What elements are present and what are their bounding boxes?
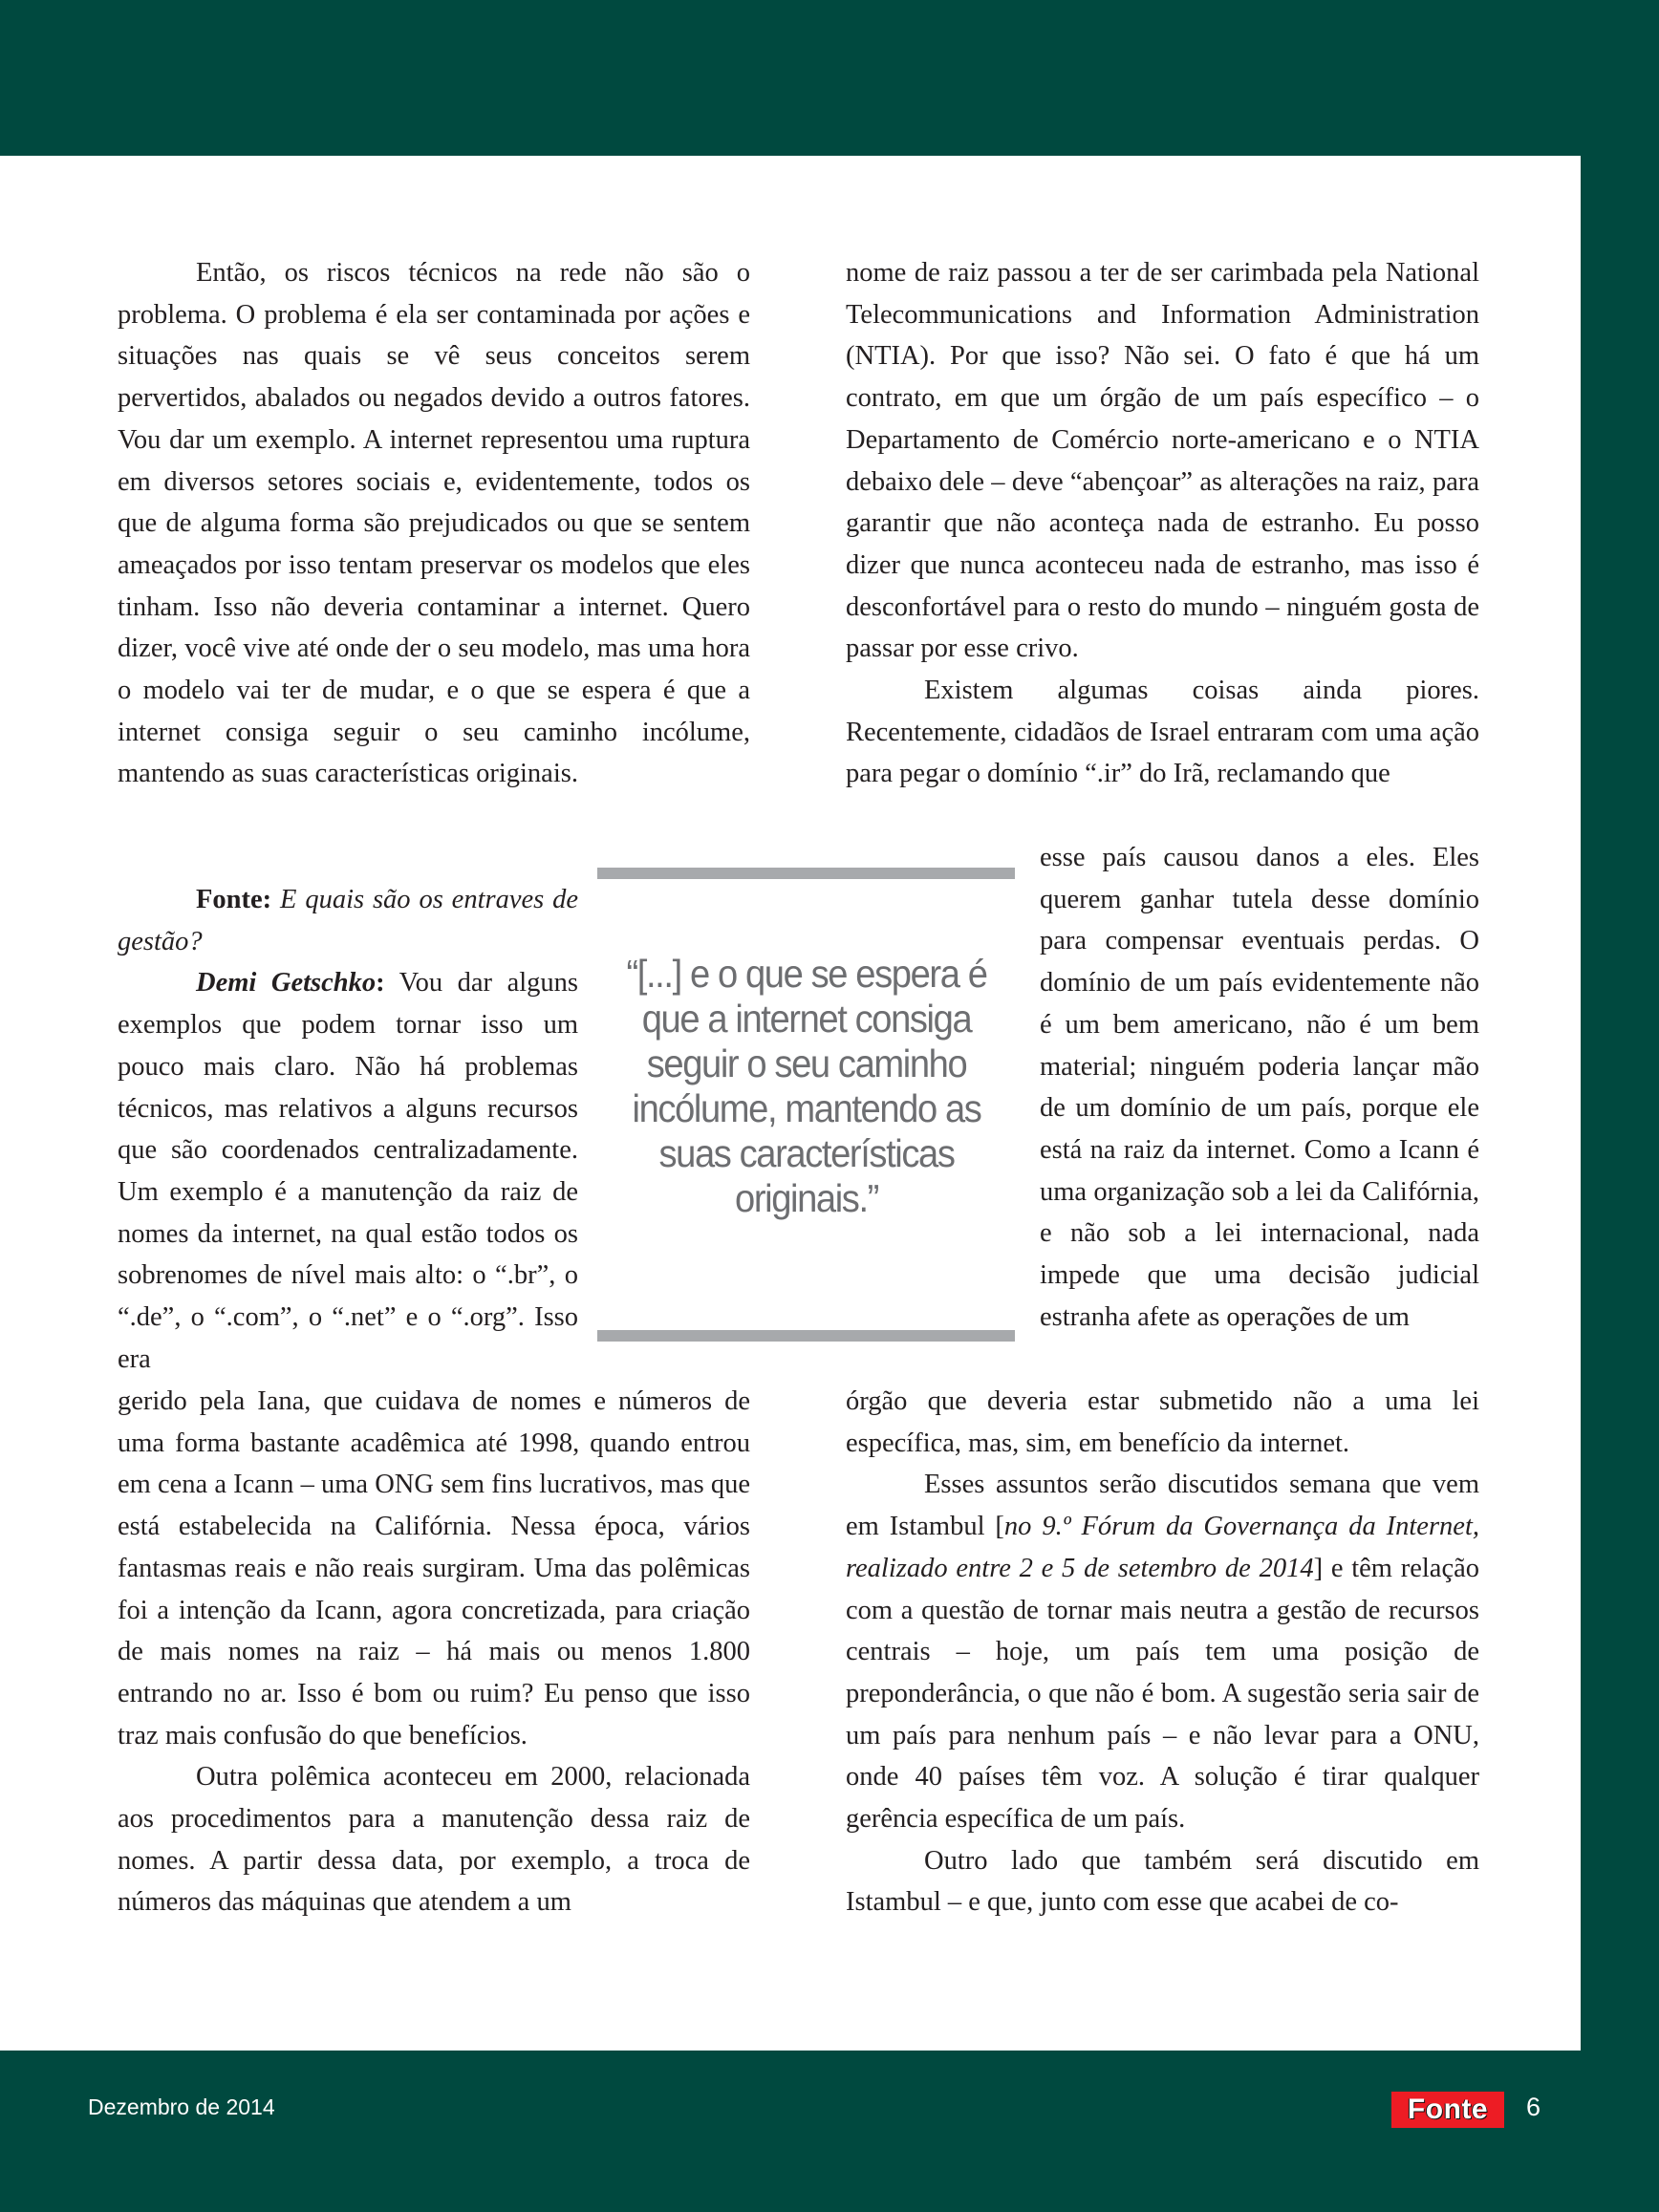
paragraph-text: Existem algumas coisas ainda piores. Recentemente, cidadãos de Israel entraram com uma ação para pegar o domínio “.ir” do Irã, reclamando que bbox=[846, 676, 1479, 789]
text-run: Esses assuntos serão discutidos semana que vem em Istambul [ bbox=[846, 1470, 1479, 1542]
pullquote-bottom-rule bbox=[597, 1330, 1015, 1342]
pullquote: “[...] e o que se espera é que a internet consiga seguir o seu caminho incólume, mantendo as suas características originais.” bbox=[626, 952, 987, 1220]
question bbox=[118, 879, 578, 962]
paragraph-text: nome de raiz passou a ter de ser carimbada pela National Telecommunications and Information Administration (NTIA). Por que isso? Não sei. O fato é que há um contrato, em que um órgão de um país específico – o Departamento de Comércio norte-americano e o NTIA debaixo dele – deve “abençoar” as alterações na raiz, para garantir que não aconteça nada de estranho. Eu posso dizer que nunca aconteceu nada de estranho, mas isso é desconfortável para o resto do mundo – ninguém gosta de passar por esse crivo. bbox=[846, 258, 1479, 664]
left-paragraph-3 bbox=[118, 1381, 750, 1923]
paragraph-text: Outro lado que também será discutido em Istambul – e que, junto com esse que acabei de co- bbox=[846, 1845, 1479, 1918]
paragraph-text bbox=[846, 1464, 1479, 1839]
text-run: ] e têm relação com a questão de tornar mais neutra a gestão de recursos centrais – hoje, um país tem uma posição de preponderância, o que não é bom. A sugestão seria sair de um país para nenhum país – e não levar para a ONU, onde 40 países têm voz. A solução é tirar qualquer gerência específica de um país. bbox=[846, 1553, 1479, 1835]
pullquote-top-rule bbox=[597, 868, 1015, 879]
right-paragraph-1 bbox=[846, 252, 1479, 795]
paragraph-text: Então, os riscos técnicos na rede não são o problema. O problema é ela ser contaminada por ações e situações nas quais se vê seus conceitos serem pervertidos, abalados ou negados devido a outros fatores. Vou dar um exemplo. A internet representou uma ruptura em diversos setores sociais e, evidentemente, todos os que de alguma forma são prejudicados ou que se sentem ameaçados por isso tentam preservar os modelos que eles tinham. Isso não deveria contaminar a internet. Quero dizer, você vive até onde der o seu modelo, mas uma hora o modelo vai ter de mudar, e o que se espera é que a internet consiga seguir o seu caminho incólume, mantendo as suas características originais. bbox=[118, 258, 750, 789]
italic-run: no 9.º Fórum da Governança da Internet, realizado entre 2 e 5 de setembro de 2014 bbox=[846, 1512, 1479, 1583]
paragraph-text: esse país causou danos a eles. Eles querem ganhar tutela desse domínio para compensar eventuais perdas. O domínio de um país evidentemente não é um bem americano, não é um bem material; ninguém poderia lançar mão de um domínio de um país, porque ele está na raiz da internet. Como a Icann é uma organização sob a lei da Califórnia, e não sob a lei internacional, nada impede que uma decisão judicial estranha afete as operações de um bbox=[1040, 843, 1479, 1332]
answer-colon: : bbox=[376, 968, 385, 999]
paragraph-text: gerido pela Iana, que cuidava de nomes e números de uma forma bastante acadêmica até 1998, quando entrou em cena a Icann – uma ONG sem fins lucrativos, mas que está estabelecida na Califórnia. Nessa época, vários fantasmas reais e não reais surgiram. Uma das polêmicas foi a intenção da Icann, agora concretizada, para criação de mais nomes na raiz – há mais ou menos 1.800 entrando no ar. Isso é bom ou ruim? Eu penso que isso traz mais confusão do que benefícios. bbox=[118, 1386, 750, 1750]
right-paragraph-3 bbox=[846, 1381, 1479, 1923]
page-number: 6 bbox=[1526, 2093, 1541, 2121]
question-text: E quais são os entraves de gestão? bbox=[118, 885, 578, 956]
question-label: Fonte: bbox=[196, 885, 272, 914]
footer-date: Dezembro de 2014 bbox=[88, 2094, 275, 2119]
magazine-logo: Fonte bbox=[1391, 2092, 1504, 2128]
question-block bbox=[118, 879, 578, 1380]
right-wrapped-block bbox=[1040, 837, 1479, 1338]
answer-text: Vou dar alguns exemplos que podem tornar isso um pouco mais claro. Não há problemas técnicos, mas relativos a alguns recursos que são coordenados centralizadamente. Um exemplo é a manutenção da raiz de nomes da internet, na qual estão todos os sobrenomes de nível mais alto: o “.br”, o “.de”, o “.com”, o “.net” e o “.org”. Isso era bbox=[118, 968, 578, 1374]
answer bbox=[118, 962, 578, 1380]
answer-speaker: Demi Getschko bbox=[196, 968, 377, 999]
paragraph-text: órgão que deveria estar submetido não a uma lei específica, mas, sim, em benefício da internet. bbox=[846, 1386, 1479, 1458]
paragraph-text: Outra polêmica aconteceu em 2000, relacionada aos procedimentos para a manutenção dessa raiz de nomes. A partir dessa data, por exemplo, a troca de números das máquinas que atendem a um bbox=[118, 1762, 750, 1918]
left-paragraph-1 bbox=[118, 252, 750, 795]
